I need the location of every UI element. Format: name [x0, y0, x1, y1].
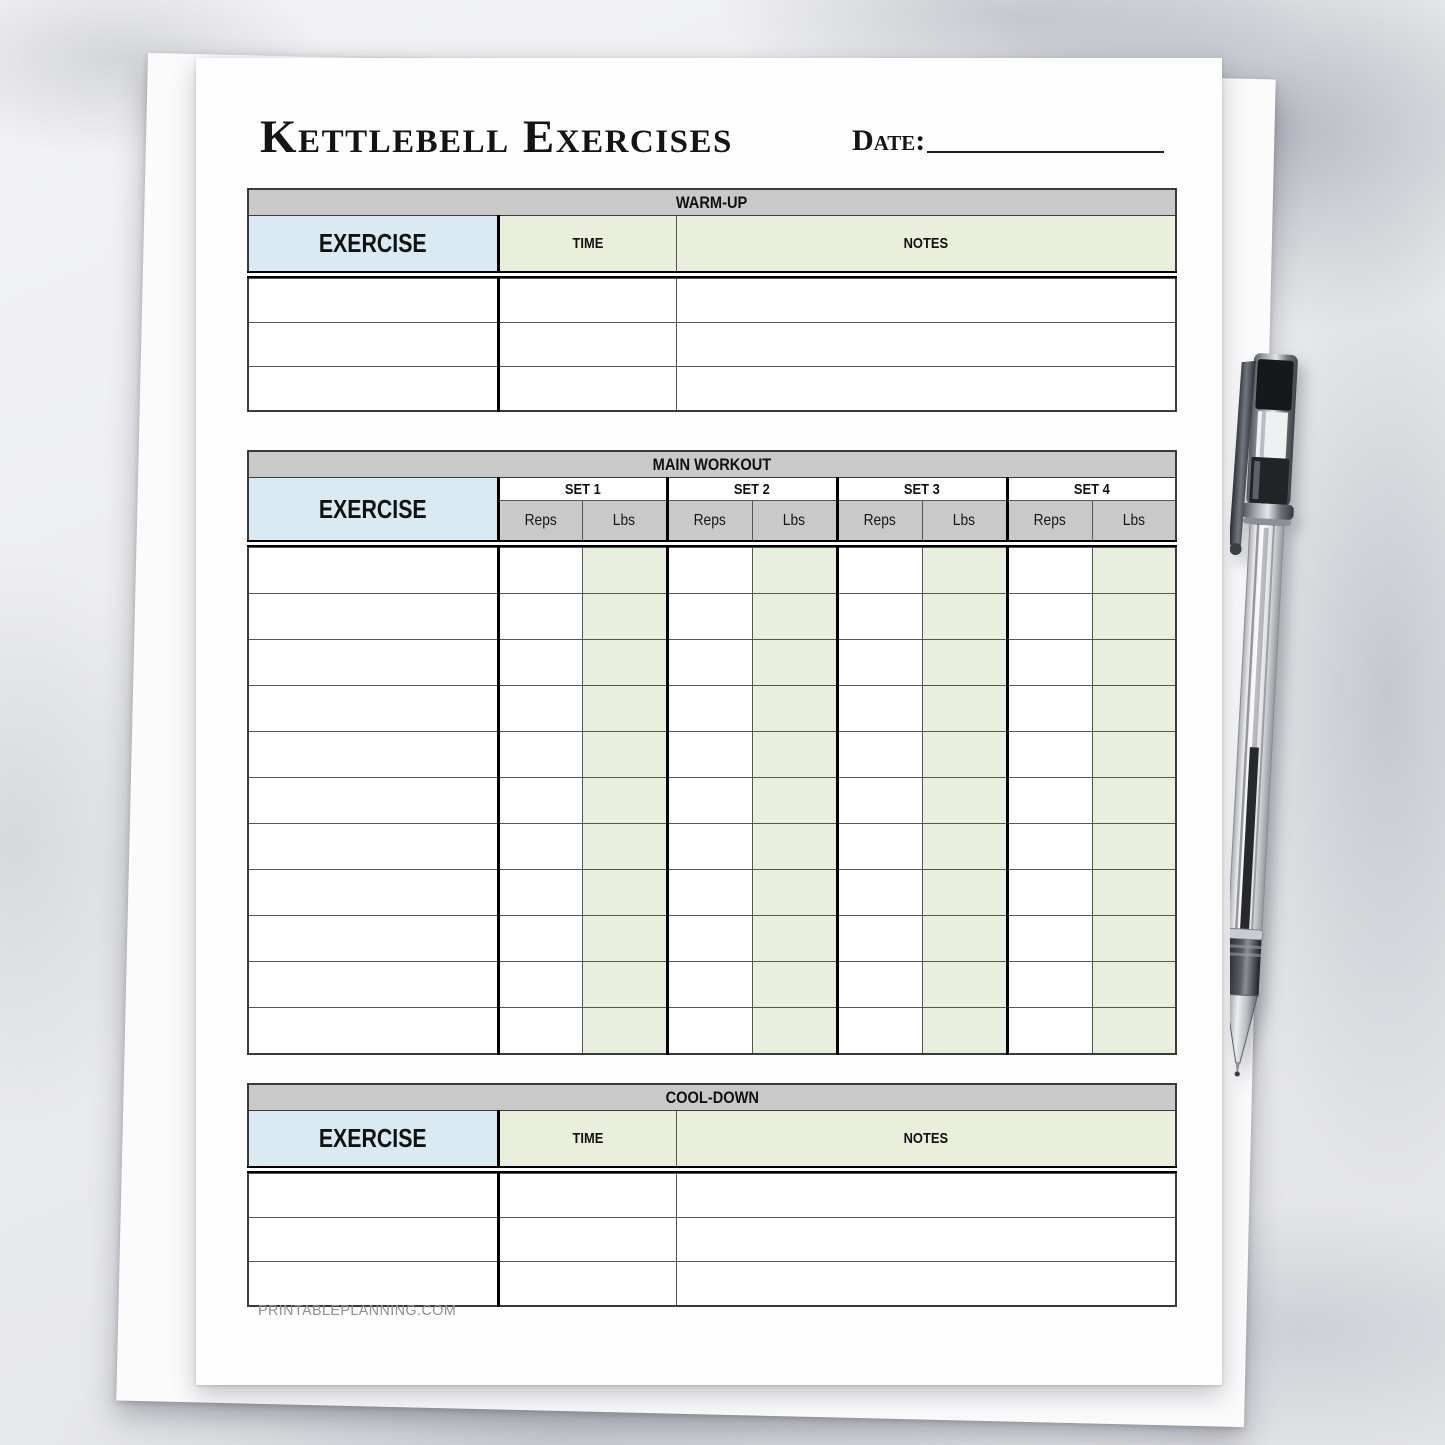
empty-cell: [1007, 916, 1092, 962]
empty-cell: [1092, 916, 1176, 962]
empty-cell: [1092, 1008, 1176, 1055]
empty-cell: [498, 778, 582, 824]
table-row: [248, 778, 1176, 824]
empty-cell: [1092, 824, 1176, 870]
empty-cell: [582, 594, 667, 640]
empty-cell: [922, 732, 1007, 778]
empty-cell: [667, 962, 752, 1008]
empty-cell: [248, 640, 498, 686]
table-row: [248, 686, 1176, 732]
empty-cell: [248, 916, 498, 962]
table-row: [248, 640, 1176, 686]
empty-cell: [1007, 1008, 1092, 1055]
empty-cell: [752, 640, 837, 686]
table-row: [248, 367, 1176, 412]
date-field: [852, 126, 1164, 156]
empty-cell: [837, 824, 922, 870]
empty-cell: [922, 870, 1007, 916]
empty-cell: [1092, 778, 1176, 824]
lbs-column-label: Lbs: [612, 511, 636, 529]
empty-cell: [667, 686, 752, 732]
empty-cell: [1007, 686, 1092, 732]
empty-cell: [837, 548, 922, 594]
empty-cell: [1007, 548, 1092, 594]
empty-cell: [582, 732, 667, 778]
empty-cell: [498, 686, 582, 732]
empty-cell: [752, 548, 837, 594]
table-row: [248, 594, 1176, 640]
empty-cell: [667, 594, 752, 640]
cooldown-section-title: COOL-DOWN: [665, 1087, 759, 1107]
date-label: Date:: [852, 124, 926, 157]
table-row: [248, 732, 1176, 778]
warmup-time-column-label: TIME: [572, 235, 603, 252]
cooldown-table: [247, 1083, 1177, 1307]
pen-ballpoint: [1234, 1071, 1239, 1076]
footer-website: PRINTABLEPLANNING.COM: [258, 1302, 457, 1319]
cooldown-exercise-column-label: EXERCISE: [318, 1123, 427, 1153]
table-row: [248, 1218, 1176, 1262]
main-section-title: MAIN WORKOUT: [652, 454, 772, 474]
table-row: [248, 1174, 1176, 1218]
empty-cell: [1092, 686, 1176, 732]
empty-cell: [1092, 962, 1176, 1008]
empty-cell: [248, 323, 498, 367]
empty-cell: [582, 870, 667, 916]
empty-cell: [498, 1008, 582, 1055]
table-row: [248, 916, 1176, 962]
empty-cell: [582, 962, 667, 1008]
empty-cell: [248, 824, 498, 870]
cooldown-section-header: [248, 1084, 1176, 1111]
warmup-section-header: [248, 189, 1176, 216]
warmup-section-title: WARM-UP: [676, 192, 748, 212]
empty-cell: [1092, 548, 1176, 594]
empty-cell: [667, 640, 752, 686]
empty-cell: [752, 870, 837, 916]
empty-cell: [752, 778, 837, 824]
table-row: [248, 548, 1176, 594]
empty-cell: [667, 824, 752, 870]
empty-cell: [667, 778, 752, 824]
empty-cell: [676, 1218, 1176, 1262]
empty-cell: [922, 824, 1007, 870]
empty-cell: [582, 1008, 667, 1055]
empty-cell: [498, 916, 582, 962]
empty-cell: [1007, 732, 1092, 778]
empty-cell: [498, 594, 582, 640]
empty-cell: [582, 824, 667, 870]
empty-cell: [582, 548, 667, 594]
table-row: [248, 962, 1176, 1008]
set4-label: SET 4: [1073, 480, 1110, 498]
main-workout-rows: [248, 548, 1176, 1055]
empty-cell: [498, 824, 582, 870]
warmup-notes-column-label: NOTES: [903, 235, 948, 252]
empty-cell: [667, 870, 752, 916]
table-row: [248, 323, 1176, 367]
empty-cell: [667, 1008, 752, 1055]
empty-cell: [922, 916, 1007, 962]
reps-column-label: Reps: [693, 511, 727, 529]
table-row: [248, 824, 1176, 870]
empty-cell: [922, 686, 1007, 732]
empty-cell: [498, 962, 582, 1008]
empty-cell: [498, 323, 676, 367]
empty-cell: [248, 1262, 498, 1307]
empty-cell: [248, 279, 498, 323]
empty-cell: [922, 548, 1007, 594]
empty-cell: [837, 732, 922, 778]
cooldown-column-header: [248, 1111, 1176, 1170]
empty-cell: [837, 778, 922, 824]
reps-column-label: Reps: [863, 511, 897, 529]
empty-cell: [837, 870, 922, 916]
cooldown-notes-column-label: NOTES: [903, 1130, 948, 1147]
table-row: [248, 1262, 1176, 1307]
page-title: Kettlebell Exercises: [260, 111, 733, 163]
main-workout-table: [247, 450, 1177, 1055]
set1-label: SET 1: [564, 480, 601, 498]
empty-cell: [667, 548, 752, 594]
empty-cell: [248, 732, 498, 778]
empty-cell: [667, 916, 752, 962]
empty-cell: [1092, 732, 1176, 778]
date-blank-line: [927, 151, 1164, 153]
empty-cell: [248, 1218, 498, 1262]
empty-cell: [498, 1218, 676, 1262]
empty-cell: [667, 732, 752, 778]
empty-cell: [248, 1174, 498, 1218]
lbs-column-label: Lbs: [782, 511, 806, 529]
empty-cell: [582, 640, 667, 686]
empty-cell: [582, 686, 667, 732]
empty-cell: [498, 367, 676, 412]
empty-cell: [922, 778, 1007, 824]
empty-cell: [837, 686, 922, 732]
empty-cell: [752, 686, 837, 732]
empty-cell: [498, 548, 582, 594]
empty-cell: [248, 548, 498, 594]
empty-cell: [676, 1174, 1176, 1218]
empty-cell: [837, 594, 922, 640]
empty-cell: [498, 732, 582, 778]
empty-cell: [498, 1262, 676, 1307]
table-row: [248, 279, 1176, 323]
cooldown-time-column-label: TIME: [572, 1130, 603, 1147]
empty-cell: [1007, 824, 1092, 870]
empty-cell: [248, 1008, 498, 1055]
empty-cell: [498, 279, 676, 323]
empty-cell: [676, 279, 1176, 323]
warmup-column-header: [248, 216, 1176, 275]
empty-cell: [498, 870, 582, 916]
empty-cell: [1007, 778, 1092, 824]
paper-sheet-front: [196, 58, 1222, 1385]
table-row: [248, 1008, 1176, 1055]
reps-column-label: Reps: [1033, 511, 1067, 529]
empty-cell: [498, 1174, 676, 1218]
empty-cell: [752, 1008, 837, 1055]
empty-cell: [837, 1008, 922, 1055]
empty-cell: [1092, 870, 1176, 916]
empty-cell: [752, 824, 837, 870]
pen: [1230, 348, 1380, 1138]
empty-cell: [1092, 640, 1176, 686]
empty-cell: [922, 594, 1007, 640]
empty-cell: [248, 686, 498, 732]
empty-cell: [248, 870, 498, 916]
empty-cell: [498, 640, 582, 686]
main-section-header: [248, 451, 1176, 478]
empty-cell: [1007, 594, 1092, 640]
empty-cell: [676, 323, 1176, 367]
warmup-exercise-column-label: EXERCISE: [318, 228, 427, 258]
set3-label: SET 3: [904, 480, 940, 498]
empty-cell: [1007, 640, 1092, 686]
empty-cell: [1007, 962, 1092, 1008]
empty-cell: [248, 962, 498, 1008]
empty-cell: [676, 1262, 1176, 1307]
warmup-table: [247, 188, 1177, 412]
empty-cell: [837, 640, 922, 686]
lbs-column-label: Lbs: [952, 511, 976, 529]
empty-cell: [752, 916, 837, 962]
empty-cell: [922, 962, 1007, 1008]
empty-cell: [248, 367, 498, 412]
lbs-column-label: Lbs: [1122, 511, 1145, 529]
empty-cell: [248, 778, 498, 824]
empty-cell: [837, 916, 922, 962]
empty-cell: [922, 1008, 1007, 1055]
pen-tip-cone: [1230, 994, 1257, 1064]
empty-cell: [752, 732, 837, 778]
empty-cell: [676, 367, 1176, 412]
empty-cell: [752, 594, 837, 640]
empty-cell: [837, 962, 922, 1008]
empty-cell: [752, 962, 837, 1008]
table-row: [248, 870, 1176, 916]
set-header-row: [248, 478, 1176, 501]
empty-cell: [248, 594, 498, 640]
warmup-rows: [248, 279, 1176, 412]
empty-cell: [582, 916, 667, 962]
empty-cell: [582, 778, 667, 824]
main-exercise-column-label: EXERCISE: [318, 493, 427, 524]
reps-column-label: Reps: [524, 511, 557, 529]
set2-label: SET 2: [734, 480, 770, 498]
empty-cell: [922, 640, 1007, 686]
empty-cell: [1092, 594, 1176, 640]
cooldown-rows: [248, 1174, 1176, 1307]
empty-cell: [1007, 870, 1092, 916]
